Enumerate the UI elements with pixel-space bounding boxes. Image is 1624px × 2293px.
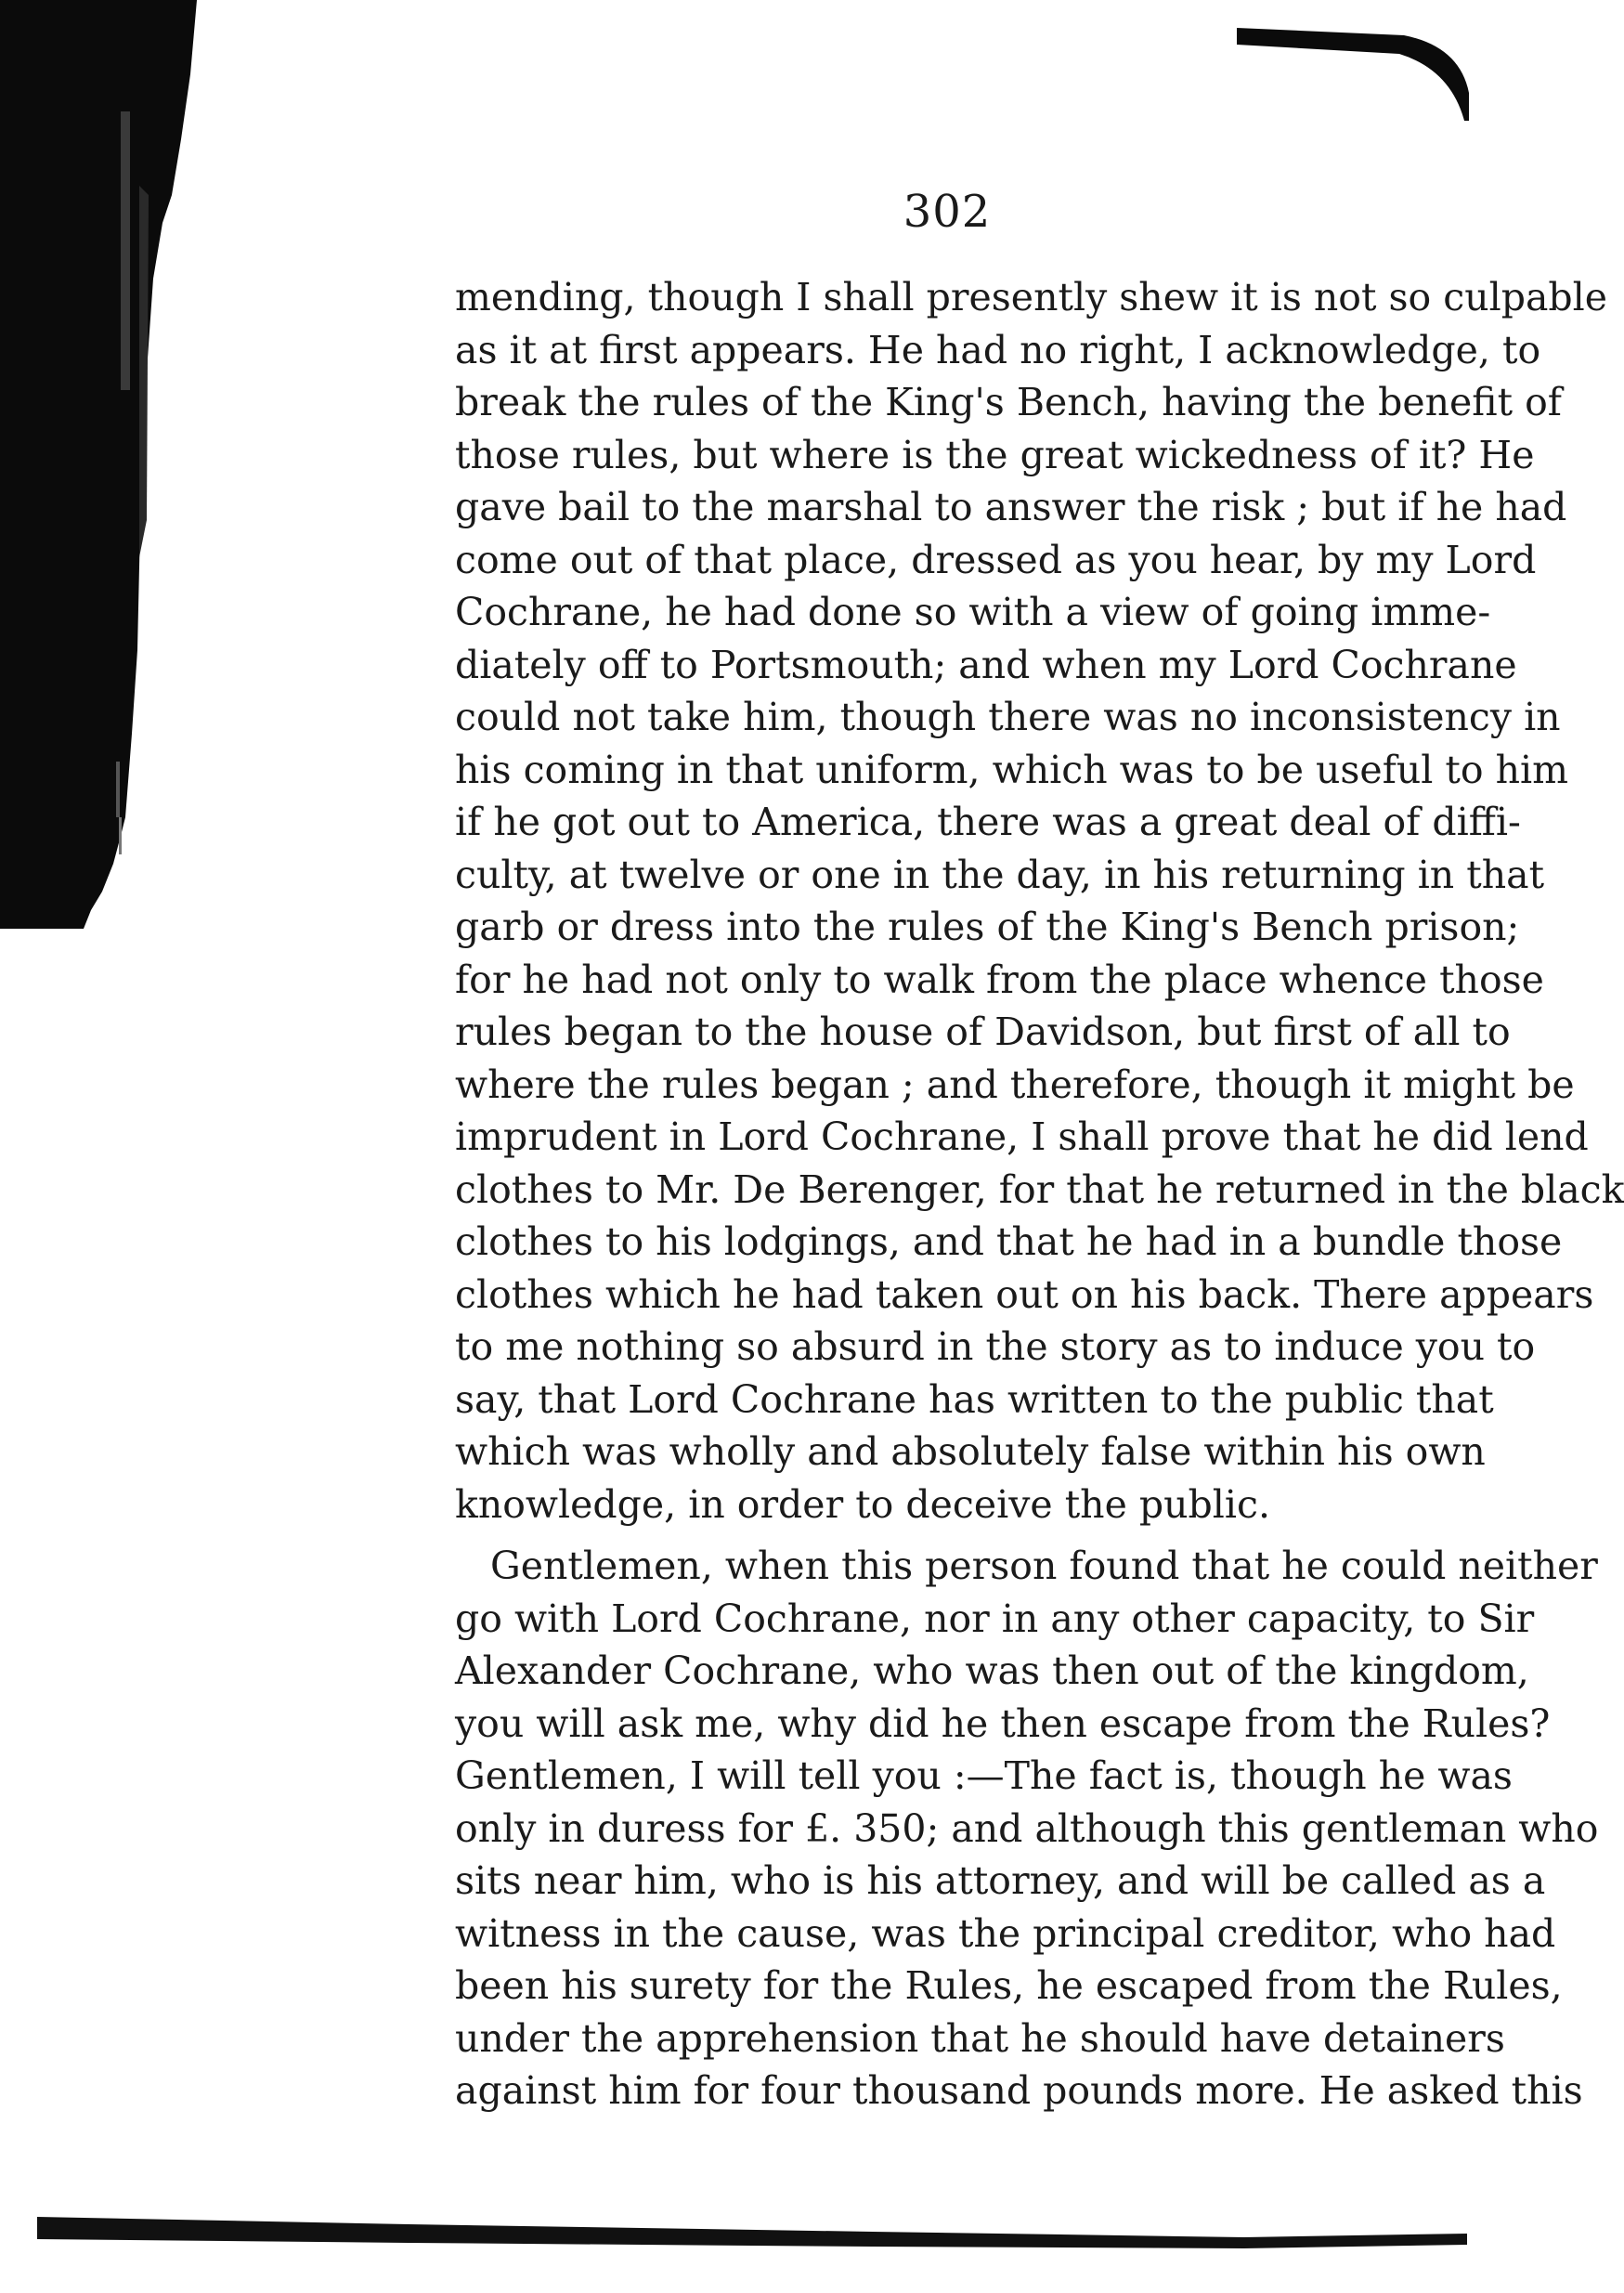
paragraph [455, 271, 1624, 1531]
text-line: diately off to Portsmouth; and when my Lord Cochrane [455, 642, 1517, 687]
text-line: which was wholly and absolutely false within his own [455, 1429, 1486, 1474]
text-line: been his surety for the Rules, he escaped from the Rules, [455, 1963, 1563, 2008]
text-line: to me nothing so absurd in the story as to induce you to [455, 1324, 1536, 1369]
text-line: mending, though I shall presently shew it is not so culpable [455, 275, 1608, 319]
text-line: clothes to his lodgings, and that he had in a bundle those [455, 1219, 1563, 1264]
text-line: those rules, but where is the great wickedness of it? He [455, 432, 1535, 477]
scan-edge-left [0, 0, 209, 2289]
scan-shadow-left [0, 0, 209, 2289]
text-line: you will ask me, why did he then escape from the Rules? [455, 1700, 1551, 1746]
text-line: imprudent in Lord Cochrane, I shall prove that he did lend [455, 1114, 1589, 1159]
text-line: rules began to the house of Davidson, but first of all to [455, 1010, 1511, 1054]
scan-edge-top-right [1200, 19, 1469, 121]
text-line: Gentlemen, when this person found that he could neither [490, 1544, 1598, 1588]
text-line: go with Lord Cochrane, nor in any other capacity, to Sir [455, 1596, 1535, 1641]
text-line: sits near him, who is his attorney, and will be called as a [455, 1858, 1546, 1903]
text-line: his coming in that uniform, which was to be useful to him [455, 747, 1569, 792]
text-line: where the rules began ; and therefore, though it might be [455, 1062, 1575, 1107]
text-line: say, that Lord Cochrane has written to the public that [455, 1376, 1494, 1422]
text-line: come out of that place, dressed as you hear, by my Lord [455, 537, 1537, 582]
scan-shadow-top-right [1200, 19, 1469, 121]
book-page [455, 186, 1624, 2210]
text-line: clothes to Mr. De Berenger, for that he returned in the black [455, 1166, 1624, 1212]
text-line: knowledge, in order to deceive the public. [455, 1481, 1270, 1527]
text-line: only in duress for £. 350; and although this gentleman who [455, 1805, 1599, 1851]
text-line: garb or dress into the rules of the King's Bench prison; [455, 905, 1520, 949]
text-line: culty, at twelve or one in the day, in his returning in that [455, 852, 1545, 897]
text-line: under the apprehension that he should have detainers [455, 2015, 1505, 2061]
text-line: Alexander Cochrane, who was then out of the kingdom, [455, 1648, 1529, 1693]
text-line: Gentlemen, I will tell you :—The fact is, though he was [455, 1753, 1513, 1798]
text-line: clothes which he had taken out on his back. There appears [455, 1271, 1594, 1317]
page-number: 302 [903, 186, 992, 238]
paragraph-gap [455, 1531, 1411, 1540]
text-line: as it at first appears. He had no right, I acknowledge, to [455, 327, 1541, 372]
text-line: could not take him, though there was no inconsistency in [455, 695, 1561, 739]
text-line: witness in the cause, was the principal creditor, who had [455, 1910, 1556, 1956]
text-line: gave bail to the marshal to answer the risk ; but if he had [455, 485, 1567, 529]
text-line: for he had not only to walk from the place whence those [455, 957, 1544, 1002]
text-line: against him for four thousand pounds more. He asked this [455, 2068, 1583, 2113]
text-line: if he got out to America, there was a great deal of diffi- [455, 800, 1521, 844]
page-body-text [455, 271, 1624, 2117]
text-line: break the rules of the King's Bench, having the benefit of [455, 380, 1562, 424]
text-line: Cochrane, he had done so with a view of going imme- [455, 590, 1491, 634]
paragraph [455, 1540, 1599, 2117]
